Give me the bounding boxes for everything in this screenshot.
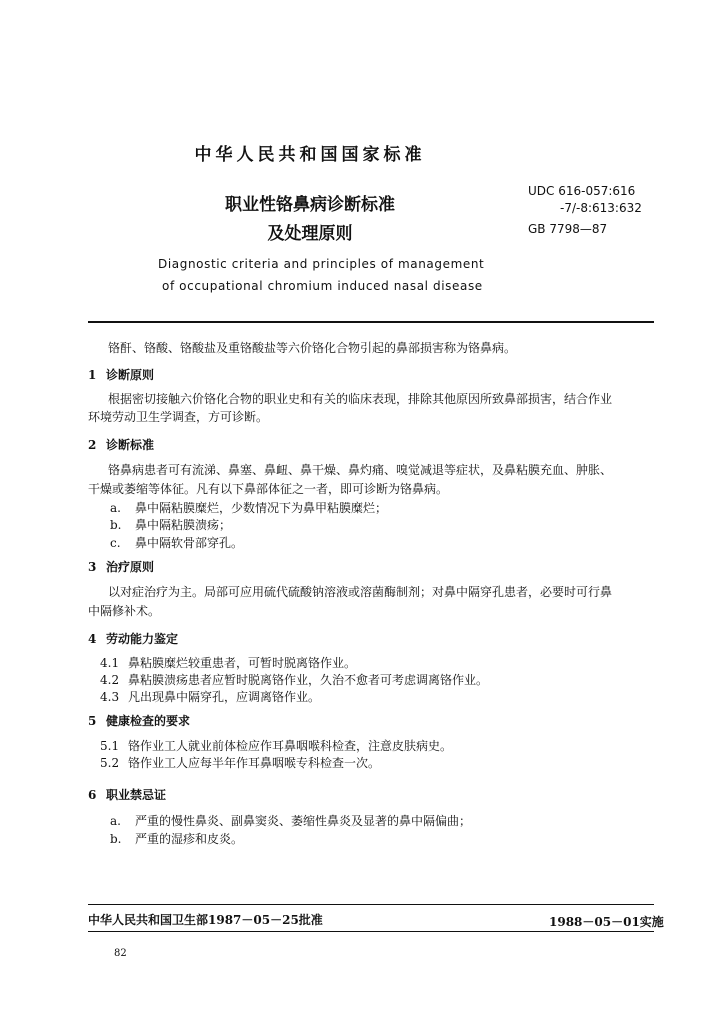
section-number: 2 — [88, 438, 97, 452]
list-item — [110, 831, 243, 847]
footer-divider — [88, 904, 654, 905]
list-text: 严重的慢性鼻炎、副鼻窦炎、萎缩性鼻炎及显著的鼻中隔偏曲； — [135, 814, 472, 828]
english-title-line1: Diagnostic criteria and principles of management — [158, 257, 485, 271]
list-marker: a. — [110, 501, 121, 515]
footer-divider-bottom — [88, 931, 654, 932]
document-title-line2: 及处理原则 — [267, 224, 353, 244]
list-marker: 5.1 — [100, 739, 120, 753]
section-1-para-line1: 根据密切接触六价铬化合物的职业史和有关的临床表现，排除其他原因所致鼻部损害，结合作业 — [108, 392, 613, 406]
section-3-para-line1: 以对症治疗为主。局部可应用硫代硫酸钠溶液或溶菌酶制剂；对鼻中隔穿孔患者，必要时可行鼻 — [108, 585, 613, 599]
list-item — [100, 672, 488, 688]
list-text: 鼻中隔粘膜溃疡； — [135, 518, 232, 532]
section-number: 6 — [88, 788, 97, 802]
section-1-para-line2: 环境劳动卫生学调查，方可诊断。 — [88, 410, 269, 424]
section-title: 诊断原则 — [106, 368, 155, 382]
header-divider — [88, 321, 654, 323]
list-marker: 4.3 — [100, 690, 120, 704]
standard-authority: 中华人民共和国国家标准 — [194, 145, 426, 165]
list-item — [110, 535, 243, 551]
list-marker: b. — [110, 832, 122, 846]
section-number: 4 — [88, 632, 97, 646]
udc-code-line2: -7/-8:613:632 — [560, 201, 642, 215]
intro-paragraph: 铬酐、铬酸、铬酸盐及重铬酸盐等六价铬化合物引起的鼻部损害称为铬鼻病。 — [108, 341, 517, 355]
list-text: 严重的湿疹和皮炎。 — [135, 832, 244, 846]
section-5-heading — [88, 712, 190, 729]
list-item — [100, 755, 380, 771]
section-title: 职业禁忌证 — [106, 788, 167, 802]
document-title-line1: 职业性铬鼻病诊断标准 — [225, 195, 395, 215]
effective-date: 1988－05－01实施 — [549, 915, 664, 929]
list-text: 凡出现鼻中隔穿孔，应调离铬作业。 — [128, 690, 321, 704]
section-2-heading — [88, 436, 154, 453]
english-title-line2: of occupational chromium induced nasal disease — [162, 279, 483, 293]
list-item — [100, 738, 452, 754]
list-marker: c. — [110, 536, 121, 550]
list-text: 鼻粘膜溃疡患者应暂时脱离铬作业，久治不愈者可考虑调离铬作业。 — [128, 673, 489, 687]
list-item — [110, 517, 231, 533]
list-text: 鼻粘膜糜烂较重患者，可暂时脱离铬作业。 — [128, 656, 357, 670]
section-6-heading — [88, 786, 166, 803]
list-item — [100, 689, 320, 705]
list-text: 鼻中隔软骨部穿孔。 — [135, 536, 244, 550]
gb-number: GB 7798—87 — [528, 222, 608, 236]
section-title: 劳动能力鉴定 — [106, 632, 179, 646]
section-3-heading — [88, 558, 154, 575]
list-text: 鼻中隔粘膜糜烂，少数情况下为鼻甲粘膜糜烂； — [135, 501, 388, 515]
section-number: 3 — [88, 560, 97, 574]
section-number: 1 — [88, 368, 97, 382]
udc-code-line1: UDC 616-057:616 — [528, 184, 636, 198]
list-marker: 4.1 — [100, 656, 120, 670]
list-text: 铬作业工人应每半年作耳鼻咽喉专科检查一次。 — [128, 756, 381, 770]
section-title: 健康检查的要求 — [106, 714, 191, 728]
section-2-para-line2: 干燥或萎缩等体征。凡有以下鼻部体征之一者，即可诊断为铬鼻病。 — [88, 482, 449, 496]
list-item — [100, 655, 356, 671]
list-marker: 5.2 — [100, 756, 120, 770]
section-2-para-line1: 铬鼻病患者可有流涕、鼻塞、鼻衄、鼻干燥、鼻灼痛、嗅觉减退等症状，及鼻粘膜充血、肿胀、 — [108, 463, 613, 477]
list-marker: b. — [110, 518, 122, 532]
section-4-heading — [88, 630, 178, 647]
section-3-para-line2: 中隔修补术。 — [88, 604, 161, 618]
list-text: 铬作业工人就业前体检应作耳鼻咽喉科检查，注意皮肤病史。 — [128, 739, 453, 753]
list-marker: a. — [110, 814, 121, 828]
section-1-heading — [88, 366, 154, 383]
section-title: 治疗原则 — [106, 560, 155, 574]
list-marker: 4.2 — [100, 673, 120, 687]
list-item — [110, 813, 471, 829]
section-number: 5 — [88, 714, 97, 728]
page-number: 82 — [114, 948, 127, 959]
list-item — [110, 500, 387, 516]
approval-line: 中华人民共和国卫生部1987－05－25批准 — [88, 913, 323, 927]
section-title: 诊断标准 — [106, 438, 155, 452]
